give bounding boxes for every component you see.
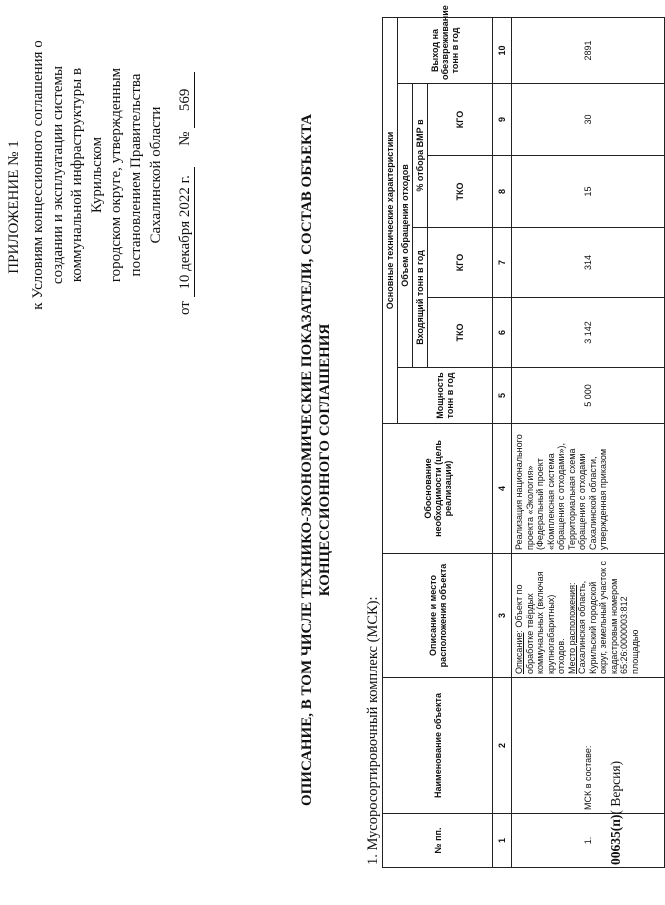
- title-line-2: КОНЦЕССИОННОГО СОГЛАШЕНИЯ: [317, 323, 333, 597]
- table-row: [512, 17, 665, 867]
- row-capacity: 5 000: [512, 368, 665, 424]
- row-description: [512, 554, 665, 678]
- document-version-code: [608, 761, 624, 865]
- row-percent-kgo: 30: [512, 84, 665, 156]
- column-number: 6: [493, 298, 512, 368]
- document-main-title: [298, 110, 334, 810]
- title-line-1: ОПИСАНИЕ, В ТОМ ЧИСЛЕ ТЕХНИКО-ЭКОНОМИЧЕСКИЕ ПОКАЗАТЕЛИ, СОСТАВ ОБЪЕКТА: [299, 113, 315, 807]
- row-incoming-tko: 3 142: [512, 298, 665, 368]
- header-justification: Обоснование необходимости (цель реализации): [383, 424, 493, 554]
- column-number: 7: [493, 228, 512, 298]
- appendix-title: ПРИЛОЖЕНИЕ № 1: [6, 140, 22, 274]
- row-incoming-kgo: 314: [512, 228, 665, 298]
- header-percent-tko: ТКО: [428, 156, 493, 228]
- column-number: 5: [493, 368, 512, 424]
- column-number: 1: [493, 814, 512, 868]
- version-code: 00635(п): [608, 814, 623, 865]
- column-number: 2: [493, 678, 512, 814]
- header-object-name: Наименование объекта: [383, 678, 493, 814]
- date-value: 10 декабря 2022 г.: [177, 167, 195, 297]
- characteristics-table: [382, 5, 665, 868]
- appendix-line: коммунальной инфраструктуры в Курильском: [69, 67, 105, 283]
- appendix-line: создании и эксплуатации системы: [49, 65, 66, 285]
- location-label: Место расположения: [566, 585, 577, 674]
- column-number: 8: [493, 156, 512, 228]
- number-prefix: №: [177, 131, 193, 146]
- location-text: : Сахалинская область, Курильский городской округ, земельный участок с кадастровым номером 65:26:0000003:812 площадью: [566, 560, 640, 674]
- header-percent-kgo: КГО: [428, 84, 493, 156]
- header-description: Описание и место расположения объекта: [383, 554, 493, 678]
- header-capacity: Мощность тонн в год: [398, 368, 493, 424]
- header-output: Выход на обезвреживание тонн в год: [398, 17, 493, 83]
- header-incoming-tko: ТКО: [428, 298, 493, 368]
- section-heading: 1. Мусоросортировочный комплекс (МСК):: [365, 596, 381, 865]
- header-waste-volume: Объем обращения отходов: [398, 84, 413, 368]
- description-text: : Объект по обработке твёрдых коммунальных (включая крупногабаритных) отходов.: [514, 571, 566, 674]
- header-number: № пп.: [383, 814, 493, 868]
- header-main-characteristics: Основные технические характеристики: [383, 17, 398, 423]
- header-percent-vmr: % отбора ВМР в: [413, 84, 428, 228]
- appendix-date-line: [177, 35, 195, 315]
- row-justification: Реализация национального проекта «Экология» (Федеральный проект «Комплексная система обращения с отходами»), Территориальная схема обращения с отходами Сахалинской области, утвержденная приказом: [512, 424, 665, 554]
- appendix-line: к Условиям концессионного соглашения о: [30, 40, 46, 310]
- description-label: Описание: [514, 632, 524, 674]
- header-incoming: Входящий тонн в год: [413, 228, 428, 368]
- column-number: 9: [493, 84, 512, 156]
- header-incoming-kgo: КГО: [428, 228, 493, 298]
- appendix-line: Сахалинской области: [147, 106, 164, 244]
- number-value: 569: [177, 72, 195, 128]
- appendix-approval-text: [29, 35, 166, 315]
- version-label: ( Версия): [608, 760, 623, 815]
- date-prefix: от: [177, 301, 193, 315]
- row-number: 1.: [512, 814, 665, 868]
- column-number: 4: [493, 424, 512, 554]
- row-object-name: МСК в составе:: [512, 678, 665, 814]
- row-percent-tko: 15: [512, 156, 665, 228]
- row-output: 2891: [512, 17, 665, 83]
- column-number: 10: [493, 17, 512, 83]
- appendix-line: постановлением Правительства: [127, 73, 144, 277]
- appendix-line: городском округе, утвержденным: [108, 67, 125, 283]
- column-number: 3: [493, 554, 512, 678]
